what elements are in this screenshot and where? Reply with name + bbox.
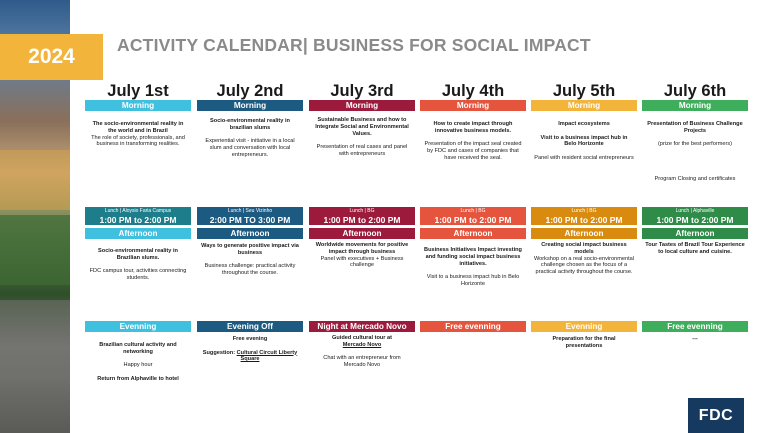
page-title: ACTIVITY CALENDAR| BUSINESS FOR SOCIAL IMPACT (117, 35, 591, 55)
day-4-afternoon-bar: Afternoon (420, 228, 526, 239)
day-5-morning-block (534, 121, 634, 162)
day-1-afternoon-title: Socio-environmental reality in Brazilian slums. (98, 248, 178, 261)
day-5-lunch-time: 1:00 PM to 2:00 PM (545, 215, 623, 225)
day-5-date: July 5th (552, 82, 616, 100)
day-5-lunch-place: Lunch | BG (571, 208, 597, 214)
day-2-evening-block (200, 336, 300, 363)
day-2-morning-bar: Morning (197, 100, 303, 111)
day-4-afternoon-title: Business Initiatives Impact investing and funding social impact business initiatives. (424, 247, 522, 267)
day-6-afternoon-bar: Afternoon (642, 228, 748, 239)
day-3-lunch-time: 1:00 PM to 2:00 PM (323, 215, 401, 225)
day-2-lunch-time: 2:00 PM TO 3:00 PM (209, 215, 291, 225)
day-5-morning-bar: Morning (531, 100, 637, 111)
day-1-morning-block (88, 121, 188, 148)
day-5-morning-title: Impact ecosystems (558, 121, 610, 127)
day-3-evening-bar: Night at Mercado Novo (309, 321, 415, 332)
day-6-lunch (642, 207, 748, 225)
day-6-evening-block (645, 336, 745, 343)
day-5-afternoon-desc: Workshop on a real socio-environmental challenge chosen as the focus of a practical activity throughout the course. (534, 255, 635, 276)
day-4-morning-block (423, 121, 523, 162)
fdc-logo: FDC (688, 398, 744, 433)
day-2-morning-desc: Experiential visit - initiative in a local slum and conversation with local entrepreneurs. (205, 138, 295, 158)
day-1-evening-bar: Evenning (85, 321, 191, 332)
day-3-evening-title: Guided cultural tour at (332, 335, 392, 341)
day-6-morning-extra: Program Closing and certificates (654, 176, 736, 182)
day-6-evening-title: --- (692, 336, 698, 342)
day-3-morning-title: Sustainable Business and how to Integrate Social and Environmental Values. (315, 117, 409, 137)
day-4-afternoon-desc: Visit to a business impact hub in Belo Horizonte (426, 274, 520, 287)
day-6-morning-desc: (prize for the best performers) (658, 141, 732, 148)
day-4-lunch-time: 1:00 PM to 2:00 PM (434, 215, 512, 225)
day-2-afternoon-block (200, 243, 300, 277)
day-3-lunch-place: Lunch | BG (349, 208, 375, 214)
day-2-evening-suggest-link[interactable]: Cultural Circuit Liberty Square (236, 349, 298, 363)
day-6-lunch-time: 1:00 PM to 2:00 PM (656, 215, 734, 225)
day-3-evening-desc: Chat with an entrepreneur from Mercado Novo (323, 355, 401, 369)
day-3-morning-block (312, 117, 412, 158)
day-4-morning-title: How to create impact through innovative business models. (433, 121, 513, 134)
day-1-lunch (85, 207, 191, 225)
day-4-morning-desc: Presentation of the impact seal created by FDC and cases of companies that have received the seal. (424, 141, 522, 161)
day-3-morning-desc: Presentation of real cases and panel with entrepreneurs (316, 144, 408, 157)
day-3-afternoon-bar: Afternoon (309, 228, 415, 239)
day-6-evening-bar: Free evenning (642, 321, 748, 332)
day-1-afternoon-block (88, 248, 188, 282)
day-3-morning-bar: Morning (309, 100, 415, 111)
day-1-afternoon-desc: FDC campus tour, activities connecting students. (89, 268, 187, 282)
day-4-evening-bar: Free evenning (420, 321, 526, 332)
day-3-lunch (309, 207, 415, 225)
day-2-evening-title: Free evening (232, 336, 268, 342)
day-2-morning-title: Socio-environmental reality in brazilian slums (210, 118, 290, 131)
day-6-morning-block (645, 121, 745, 148)
day-1-morning-title: The socio-environmental reality in the world and in Brazil (92, 121, 184, 134)
day-2-evening-suggest-label: Suggestion: (202, 349, 237, 356)
day-5-afternoon-block (534, 242, 634, 276)
day-2-lunch (197, 207, 303, 225)
day-5-evening-block (534, 336, 634, 350)
day-6-morning-bar: Morning (642, 100, 748, 111)
day-3-afternoon-desc: Panel with executives + Business challenge (320, 255, 404, 269)
day-4-lunch-place: Lunch | BG (460, 208, 486, 214)
day-1-morning-desc: The role of society, professionals, and business in transforming realities. (91, 134, 185, 148)
day-2-evening-bar: Evening Off (197, 321, 303, 332)
day-1-evening-extra: Return from Alphaville to hotel (97, 375, 179, 382)
day-6-lunch-place: Lunch | Alphaville (675, 208, 715, 214)
day-2-morning-block (200, 118, 300, 159)
day-5-evening-title: Preparation for the final presentations (552, 336, 616, 349)
day-5-afternoon-title: Creating social impact business models (541, 242, 627, 255)
day-6-morning-extra-block (645, 176, 745, 183)
year-label: 2024 (28, 45, 75, 68)
day-3-date: July 3rd (330, 82, 394, 100)
day-1-evening-block (88, 342, 188, 383)
day-6-afternoon-block (645, 242, 745, 256)
day-1-lunch-place: Lunch | Aloysio Faria Campus (104, 208, 172, 214)
day-6-date: July 6th (663, 82, 727, 100)
day-4-morning-bar: Morning (420, 100, 526, 111)
day-5-morning-title2: Visit to a business impact hub in Belo Horizonte (540, 134, 628, 148)
day-3-evening-block (312, 335, 412, 369)
day-5-lunch (531, 207, 637, 225)
day-2-afternoon-title: Ways to generate positive impact via business (201, 243, 299, 256)
day-1-date: July 1st (107, 82, 169, 100)
day-4-lunch (420, 207, 526, 225)
day-4-afternoon-block (423, 247, 523, 288)
day-1-lunch-time: 1:00 PM to 2:00 PM (99, 215, 177, 225)
day-6-morning-title: Presentation of Business Challenge Projects (647, 121, 743, 134)
day-3-afternoon-block (312, 242, 412, 269)
day-1-morning-bar: Morning (85, 100, 191, 111)
day-2-afternoon-bar: Afternoon (197, 228, 303, 239)
day-5-evening-bar: Evenning (531, 321, 637, 332)
day-6-afternoon-title: Tour Tastes of Brazil Tour Experience to local culture and cuisine. (645, 242, 745, 255)
day-2-date: July 2nd (216, 82, 284, 100)
day-5-afternoon-bar: Afternoon (531, 228, 637, 239)
day-1-evening-desc: Happy hour (123, 362, 153, 369)
day-2-lunch-place: Lunch | Seu Vizinho (227, 208, 273, 214)
day-2-afternoon-desc: Business challenge: practical activity throughout the course. (204, 263, 296, 277)
day-3-afternoon-title: Worldwide movements for positive impact through business (315, 242, 409, 255)
day-1-evening-title: Brazilian cultural activity and networking (99, 342, 177, 355)
day-4-date: July 4th (441, 82, 505, 100)
day-1-afternoon-bar: Afternoon (85, 228, 191, 239)
day-3-evening-title-link[interactable]: Mercado Novo (342, 341, 382, 348)
day-5-morning-desc: Panel with resident social entrepreneurs (534, 154, 634, 161)
